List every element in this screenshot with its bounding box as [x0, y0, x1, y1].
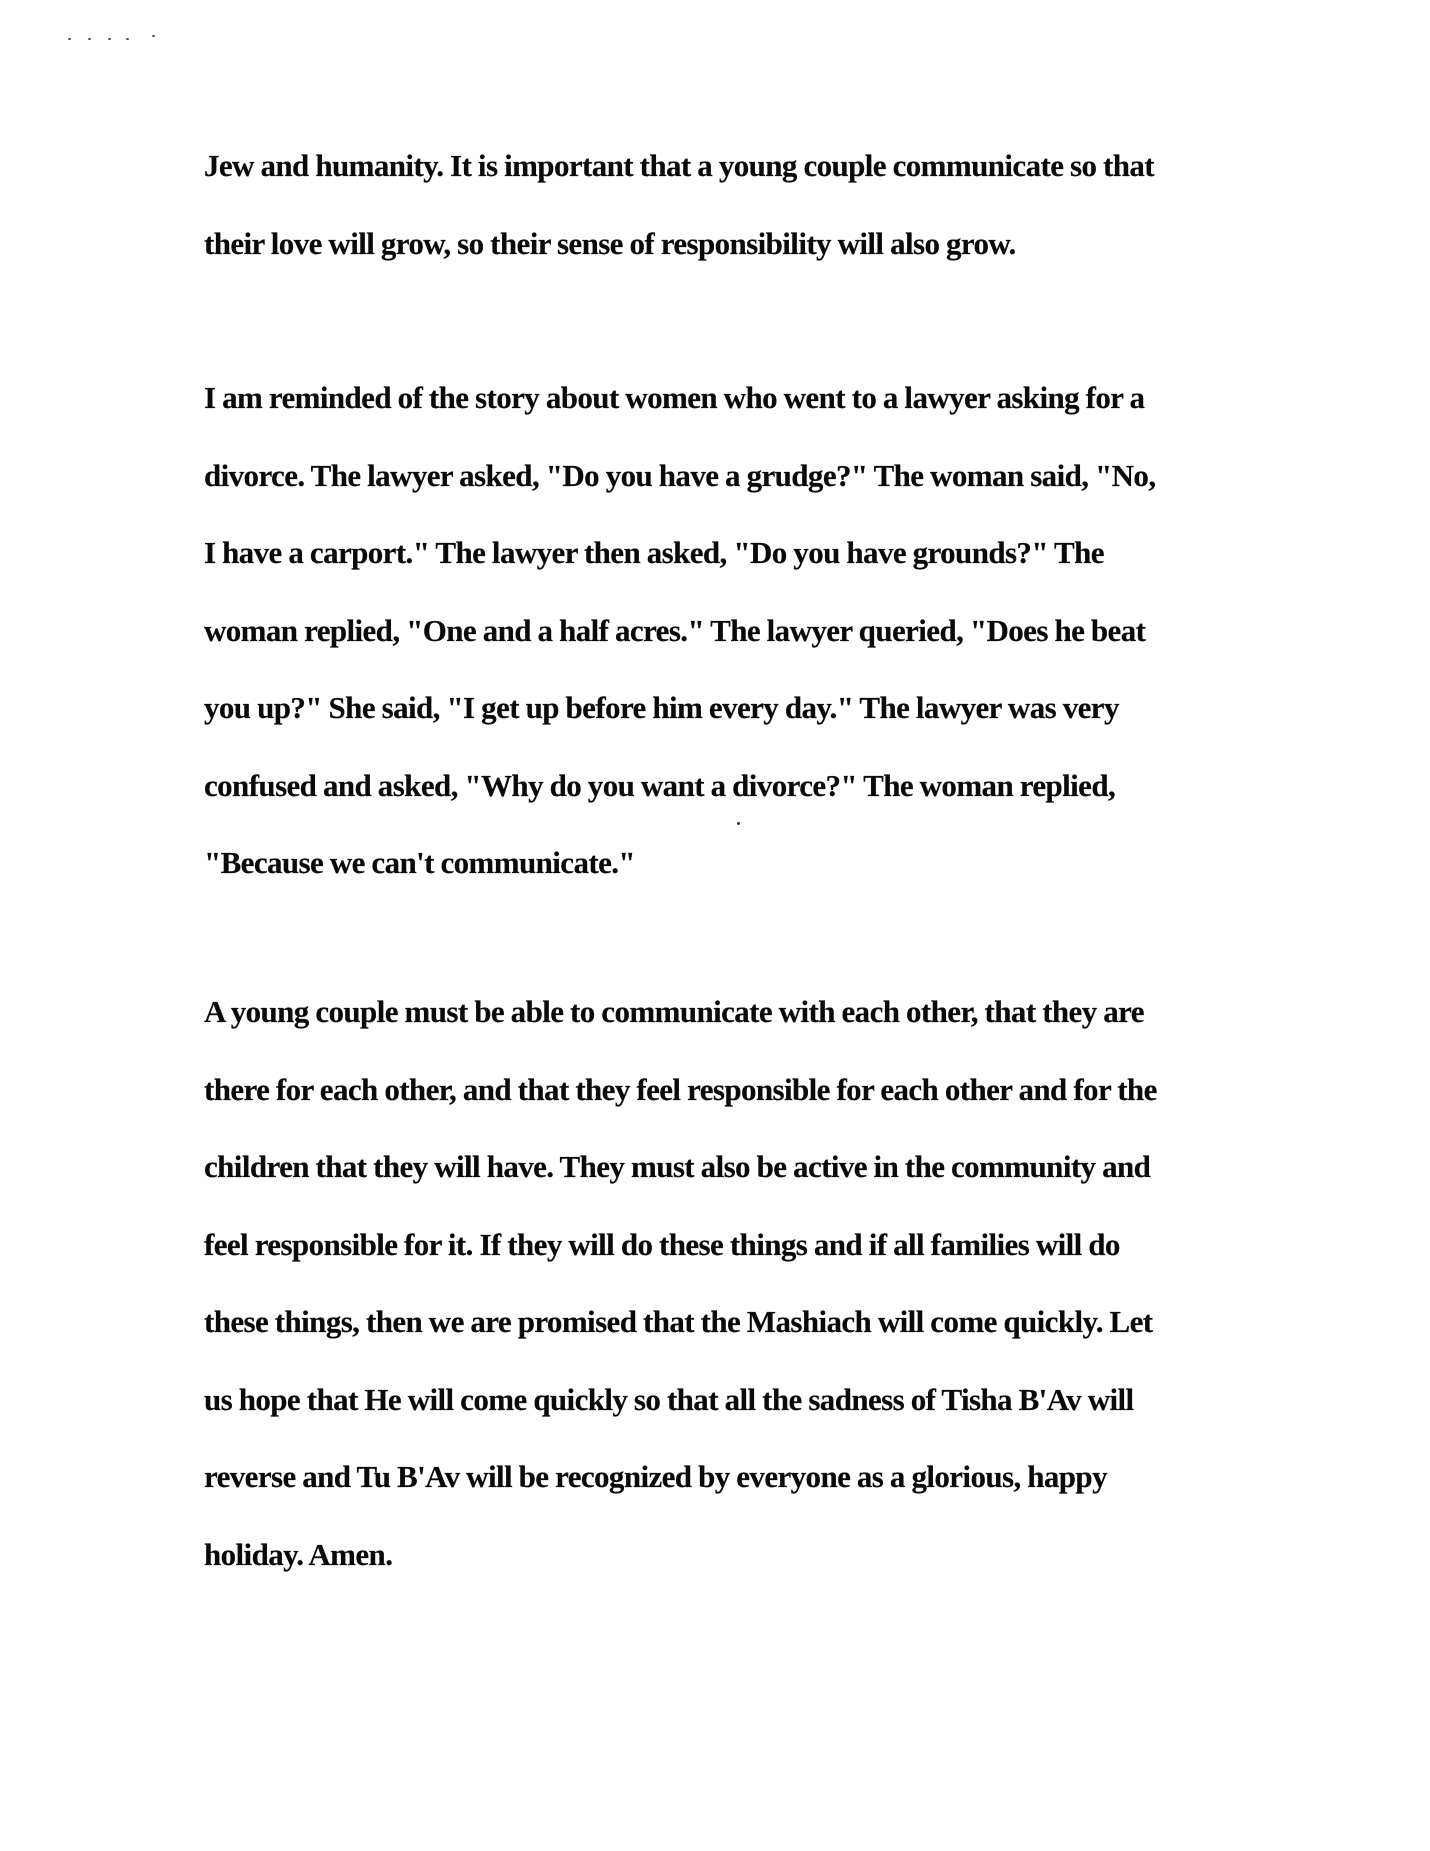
text-line: us hope that He will come quickly so that all the sadness of Tisha B'Av will [204, 1381, 1134, 1417]
text-line: A young couple must be able to communicate with each other, that they are [204, 994, 1144, 1029]
text-line: children that they will have. They must also be active in the community and [204, 1149, 1151, 1184]
text-line: I am reminded of the story about women who went to a lawyer asking for a [204, 380, 1145, 415]
text-line: there for each other, and that they feel responsible for each other and for the [204, 1071, 1157, 1107]
text-line: their love will grow, so their sense of responsibility will also grow. [204, 225, 1016, 261]
text-line: "Because we can't communicate." [204, 845, 636, 880]
text-line: confused and asked, "Why do you want a divorce?" The woman replied, [204, 767, 1116, 803]
text-line: Jew and humanity. It is important that a young couple communicate so that [204, 148, 1155, 183]
text-line: I have a carport." The lawyer then asked, "Do you have grounds?" The [204, 535, 1104, 570]
text-line: reverse and Tu B'Av will be recognized by everyone as a glorious, happy [204, 1459, 1107, 1494]
scan-artifact-specks [68, 34, 168, 46]
scan-artifact-dot [737, 822, 740, 825]
text-line: feel responsible for it. If they will do these things and if all families will do [204, 1226, 1120, 1262]
text-line: you up?" She said, "I get up before him every day." The lawyer was very [204, 690, 1119, 725]
text-line: holiday. Amen. [204, 1536, 393, 1572]
paragraph-2 [204, 359, 1234, 902]
paragraph-1 [204, 127, 1234, 282]
text-line: woman replied, "One and a half acres." The lawyer queried, "Does he beat [204, 612, 1146, 648]
text-line: these things, then we are promised that the Mashiach will come quickly. Let [204, 1304, 1153, 1339]
text-line: divorce. The lawyer asked, "Do you have a grudge?" The woman said, "No, [204, 457, 1156, 493]
paragraph-3 [204, 973, 1234, 1593]
